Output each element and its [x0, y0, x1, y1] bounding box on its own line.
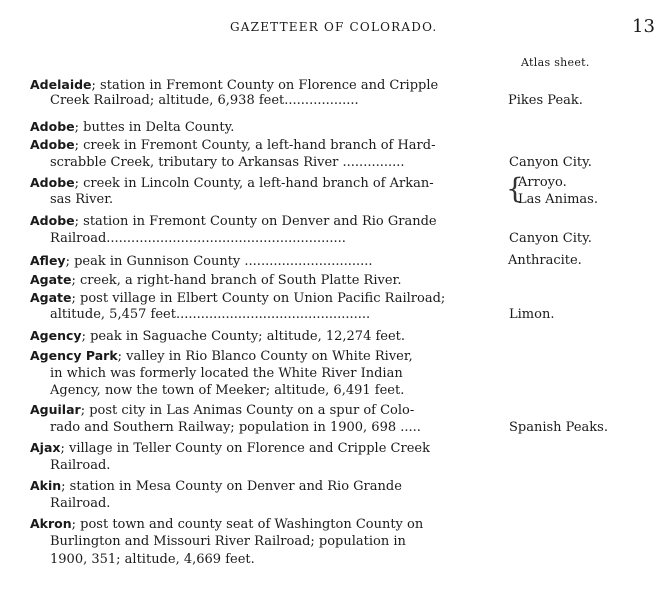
entry-name: Ajax [30, 440, 61, 455]
entry-line [0, 212, 664, 230]
entry-text [30, 477, 402, 496]
atlas-sheet-ref: Limon. [509, 307, 555, 322]
entry-text [30, 271, 401, 290]
entry-name: Afley [30, 253, 66, 268]
entry-description: ; peak in Saguache County; altitude, 12,274 feet. [81, 329, 406, 344]
entry-text [50, 551, 255, 569]
entry-description: ; station in Mesa County on Denver and Rio Grande [61, 479, 402, 494]
entry-text [30, 252, 373, 271]
entry-name: Adelaide [30, 77, 92, 92]
entry-name: Aguilar [30, 402, 81, 417]
entry-line [0, 495, 664, 513]
entry-name: Adobe [30, 213, 75, 228]
entry-line [0, 118, 664, 136]
entry-name: Agate [30, 290, 72, 305]
entry-text [30, 347, 413, 366]
entry-name: Akron [30, 516, 72, 531]
entry-line [0, 515, 664, 533]
entry-text [30, 136, 436, 155]
entry-text [30, 439, 430, 458]
entry-line [0, 477, 664, 495]
entry-line [0, 191, 664, 209]
entry-text [50, 533, 406, 551]
entry-description: scrabble Creek, tributary to Arkansas River ............... [50, 155, 405, 170]
entry-description: sas River. [50, 192, 114, 207]
entry-line [0, 327, 664, 345]
entry-description: ; station in Fremont County on Florence and Cripple [91, 78, 439, 93]
entry-description: Railroad. [50, 496, 111, 511]
entry-description: ; creek in Lincoln County, a left-hand branch of Arkan- [74, 176, 434, 191]
entry-description: altitude, 5,457 feet............................................... [50, 307, 371, 322]
entry-description: in which was formerly located the White River Indian [50, 366, 403, 381]
atlas-sheet-ref: Canyon City. [509, 155, 592, 170]
entry-description: Burlington and Missouri River Railroad; population in [50, 534, 406, 549]
entry-text [50, 457, 110, 475]
entry-line [0, 401, 664, 419]
entry-description: ; post village in Elbert County on Union Pacific Railroad; [71, 291, 446, 306]
entry-description: Agency, now the town of Meeker; altitude, 6,491 feet. [50, 383, 405, 398]
running-head: GAZETTEER OF COLORADO. [230, 20, 438, 34]
entry-line [0, 457, 664, 475]
entry-line [0, 382, 664, 400]
entry-name: Adobe [30, 119, 75, 134]
entry-text [50, 382, 404, 400]
entry-line [0, 252, 664, 270]
entry-description: ; village in Teller County on Florence and Cripple Creek [60, 441, 430, 456]
entry-description: ; post city in Las Animas County on a spur of Colo- [80, 403, 415, 418]
entry-line [0, 289, 664, 307]
entry-line [0, 306, 664, 324]
entry-line [0, 439, 664, 457]
entry-description: ; valley in Rio Blanco County on White River, [117, 349, 413, 364]
entry-text [50, 191, 113, 209]
atlas-sheet-ref: Spanish Peaks. [509, 420, 608, 435]
page-number: 13 [632, 16, 655, 37]
entry-description: Railroad. [50, 458, 111, 473]
entry-text [30, 212, 437, 231]
entry-text [30, 401, 414, 420]
entry-name: Agency [30, 328, 82, 343]
atlas-sheet-ref: Anthracite. [508, 253, 582, 268]
entry-description: ; peak in Gunnison County ............................... [65, 254, 373, 269]
entry-text [50, 230, 346, 248]
entry-description: ; station in Fremont County on Denver and Rio Grande [74, 214, 437, 229]
entry-text [30, 515, 423, 534]
entry-name: Agate [30, 272, 72, 287]
entry-text [50, 92, 359, 110]
entry-text [50, 495, 110, 513]
entry-text [50, 306, 370, 324]
entry-description: ; post town and county seat of Washington County on [71, 517, 424, 532]
entry-name: Adobe [30, 137, 75, 152]
entry-text [50, 419, 421, 437]
brace-mark: { [506, 172, 524, 205]
entry-text [50, 154, 405, 172]
entry-text [30, 118, 234, 137]
entry-description: ; creek, a right-hand branch of South Platte River. [71, 273, 402, 288]
entry-line [0, 551, 664, 569]
entry-line [0, 230, 664, 248]
entry-text [30, 327, 405, 346]
entry-text [50, 365, 403, 383]
entry-name: Adobe [30, 175, 75, 190]
entry-description: rado and Southern Railway; population in 1900, 698 ..... [50, 420, 421, 435]
entry-line [0, 419, 664, 437]
atlas-column-heading: Atlas sheet. [521, 56, 590, 69]
entry-name: Akin [30, 478, 62, 493]
atlas-sheet-ref: Pikes Peak. [508, 93, 583, 108]
entry-name: Agency Park [30, 348, 118, 363]
entry-description: ; buttes in Delta County. [74, 120, 235, 135]
atlas-sheet-ref: Las Animas. [518, 192, 598, 207]
atlas-sheet-ref: Canyon City. [509, 231, 592, 246]
entry-description: 1900, 351; altitude, 4,669 feet. [50, 552, 255, 567]
entry-line [0, 174, 664, 192]
atlas-sheet-ref: Arroyo. [518, 175, 567, 190]
entry-description: ; creek in Fremont County, a left-hand branch of Hard- [74, 138, 436, 153]
entry-line [0, 154, 664, 172]
entry-line [0, 347, 664, 365]
entry-line [0, 365, 664, 383]
entry-description: Railroad.......................................................... [50, 231, 346, 246]
entry-line [0, 271, 664, 289]
entry-description: Creek Railroad; altitude, 6,938 feet.................. [50, 93, 359, 108]
entry-line [0, 92, 664, 110]
entry-line [0, 533, 664, 551]
entry-line [0, 136, 664, 154]
